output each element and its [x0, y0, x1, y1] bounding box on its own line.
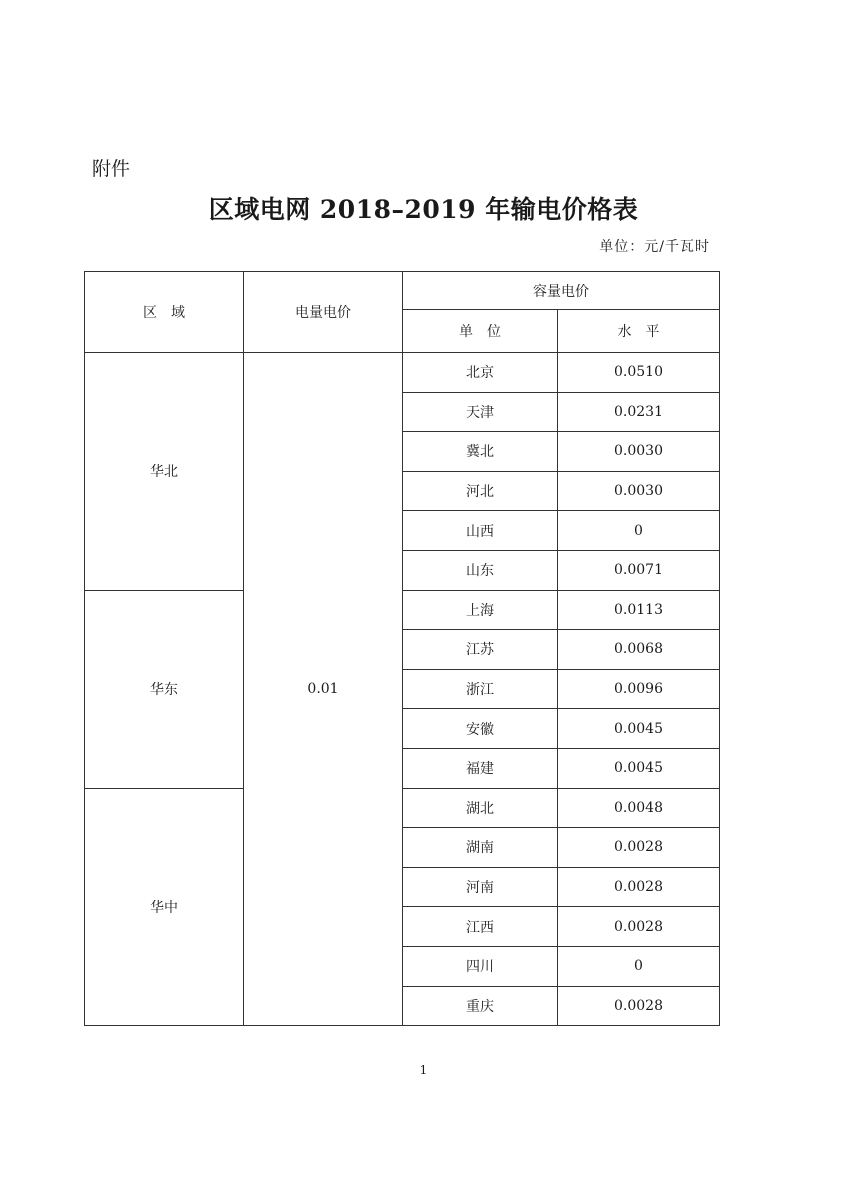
header-unit: 单 位 [403, 310, 558, 353]
unit-cell: 山西 [403, 511, 558, 551]
level-cell: 0.0048 [558, 788, 720, 828]
transmission-price-table [84, 271, 720, 1026]
unit-cell: 浙江 [403, 669, 558, 709]
header-region: 区 域 [85, 272, 244, 353]
level-cell: 0.0045 [558, 709, 720, 749]
unit-cell: 江西 [403, 907, 558, 947]
region-cell: 华中 [85, 788, 244, 1026]
unit-cell: 河南 [403, 867, 558, 907]
level-cell: 0.0510 [558, 353, 720, 393]
region-cell: 华北 [85, 353, 244, 591]
level-cell: 0.0231 [558, 392, 720, 432]
unit-cell: 北京 [403, 353, 558, 393]
level-cell: 0.0113 [558, 590, 720, 630]
table-row [85, 590, 720, 630]
region-cell: 华东 [85, 590, 244, 788]
document-title: 区域电网 2018–2019 年输电价格表 [208, 195, 639, 224]
unit-cell: 山东 [403, 550, 558, 590]
level-cell: 0.0030 [558, 432, 720, 472]
unit-cell: 四川 [403, 946, 558, 986]
unit-cell: 湖南 [403, 828, 558, 868]
level-cell: 0.0028 [558, 907, 720, 947]
table-body [85, 353, 720, 1026]
energy-price-cell: 0.01 [244, 353, 403, 1026]
header-capacity-price: 容量电价 [403, 272, 720, 310]
level-cell: 0 [558, 946, 720, 986]
unit-cell: 重庆 [403, 986, 558, 1026]
level-cell: 0.0071 [558, 550, 720, 590]
unit-cell: 福建 [403, 748, 558, 788]
level-cell: 0.0030 [558, 471, 720, 511]
unit-note: 单位：元/千瓦时 [599, 239, 710, 255]
unit-cell: 上海 [403, 590, 558, 630]
level-cell: 0.0028 [558, 867, 720, 907]
level-cell: 0.0028 [558, 986, 720, 1026]
page-number: 1 [419, 1063, 428, 1077]
attachment-label: 附件 [92, 158, 131, 180]
unit-cell: 江苏 [403, 630, 558, 670]
level-cell: 0.0068 [558, 630, 720, 670]
unit-cell: 天津 [403, 392, 558, 432]
header-energy-price: 电量电价 [244, 272, 403, 353]
unit-cell: 安徽 [403, 709, 558, 749]
table-row [85, 788, 720, 828]
level-cell: 0.0096 [558, 669, 720, 709]
unit-cell: 冀北 [403, 432, 558, 472]
header-level: 水 平 [558, 310, 720, 353]
level-cell: 0.0028 [558, 828, 720, 868]
table-row [85, 353, 720, 393]
unit-cell: 河北 [403, 471, 558, 511]
level-cell: 0.0045 [558, 748, 720, 788]
unit-cell: 湖北 [403, 788, 558, 828]
level-cell: 0 [558, 511, 720, 551]
